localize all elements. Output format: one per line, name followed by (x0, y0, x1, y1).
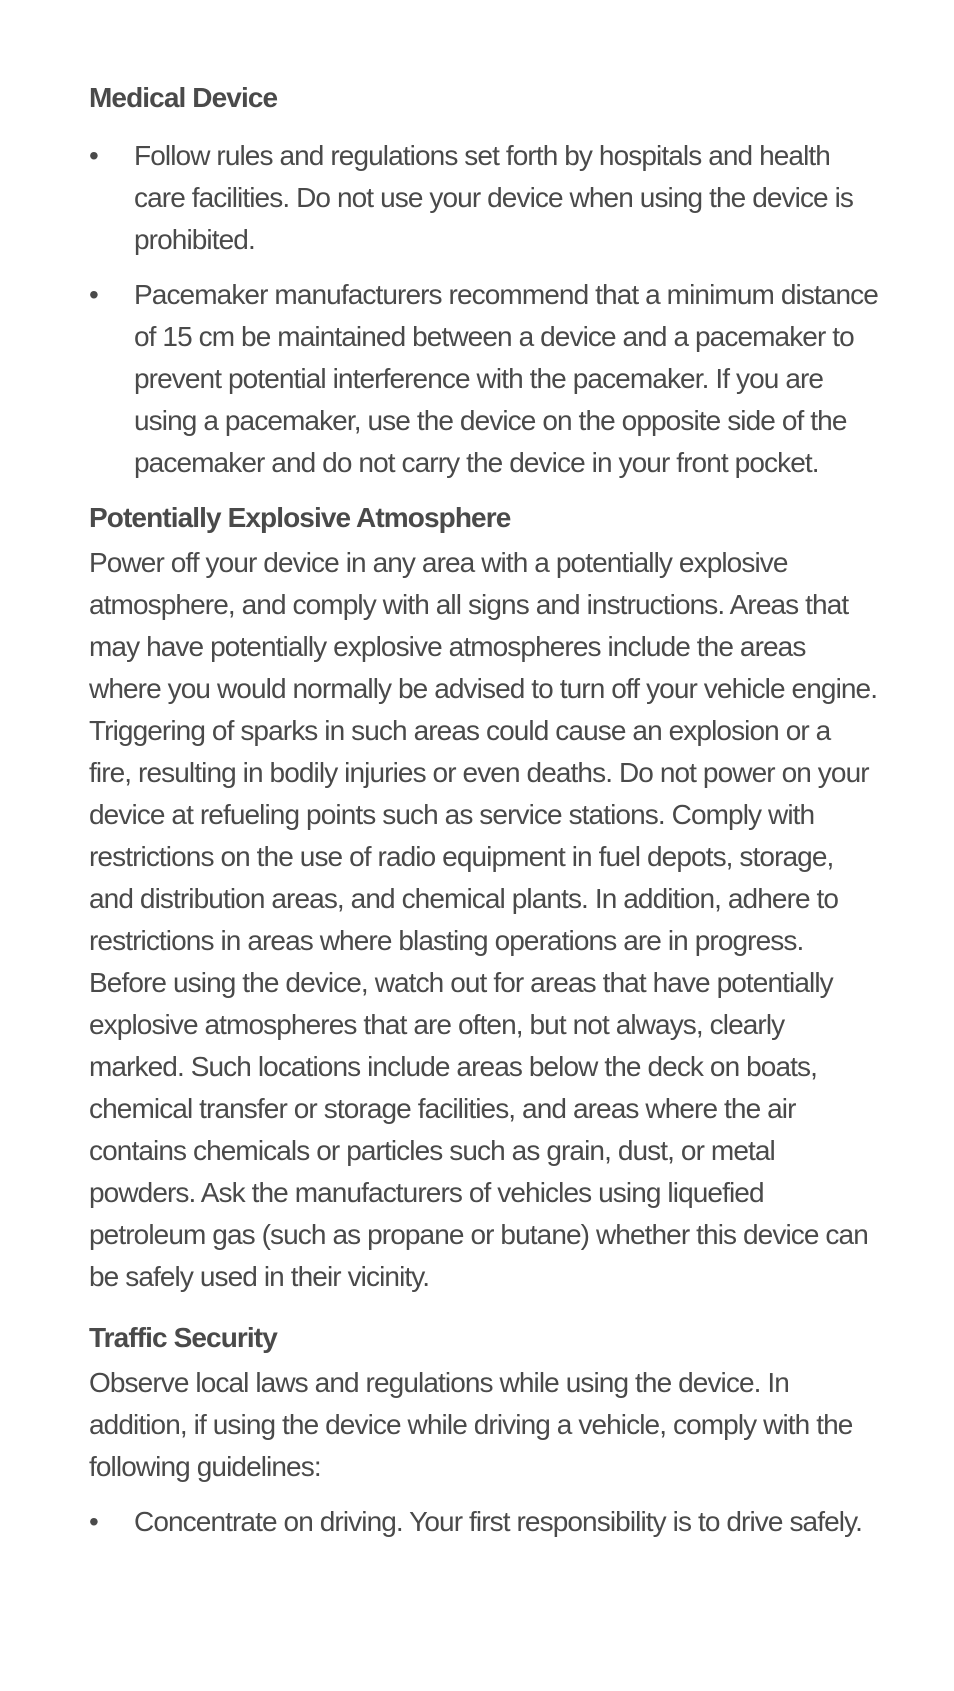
section-heading-explosive-atmosphere: Potentially Explosive Atmosphere (89, 502, 511, 533)
document-page (89, 76, 879, 1543)
list-item-text: Concentrate on driving. Your first responsibility is to drive safely. (134, 1506, 862, 1537)
list-item-text: Follow rules and regulations set forth by hospitals and health care facilities. Do not use your device when using the device is prohibited. (134, 140, 854, 255)
section-body-traffic-security: Observe local laws and regulations while using the device. In addition, if using the device while driving a vehicle, comply with the following guidelines: (89, 1367, 853, 1482)
list-item (89, 1501, 879, 1543)
section-traffic-security (89, 1316, 879, 1543)
bullet-icon: • (89, 279, 98, 310)
section-medical-device (89, 76, 879, 484)
bullet-icon: • (89, 1506, 98, 1537)
medical-device-list (89, 135, 879, 484)
section-body-explosive-atmosphere: Power off your device in any area with a potentially explosive atmosphere, and comply with all signs and instructions. Areas that may have potentially explosive atmospheres include the areas where you would normally be advised to turn off your vehicle engine. Triggering of sparks in such areas could cause an explosion or a fire, resulting in bodily injuries or even deaths. Do not power on your device at refueling points such as service stations. Comply with restrictions on the use of radio equipment in fuel depots, storage, and distribution areas, and chemical plants. In addition, adhere to restrictions in areas where blasting operations are in progress. Before using the device, watch out for areas that have potentially explosive atmospheres that are often, but not always, clearly marked. Such locations include areas below the deck on boats, chemical transfer or storage facilities, and areas where the air contains chemicals or particles such as grain, dust, or metal powders. Ask the manufacturers of vehicles using liquefied petroleum gas (such as propane or butane) whether this device can be safely used in their vicinity. (89, 547, 878, 1292)
list-item (89, 135, 879, 261)
section-heading-traffic-security: Traffic Security (89, 1322, 277, 1353)
traffic-security-list (89, 1501, 879, 1543)
section-heading-medical-device: Medical Device (89, 82, 278, 113)
list-item-text: Pacemaker manufacturers recommend that a minimum distance of 15 cm be maintained between a device and a pacemaker to prevent potential interference with the pacemaker. If you are using a pacemaker, use the device on the opposite side of the pacemaker and do not carry the device in your front pocket. (134, 279, 878, 478)
section-explosive-atmosphere (89, 496, 879, 1298)
bullet-icon: • (89, 140, 98, 171)
list-item (89, 274, 879, 484)
